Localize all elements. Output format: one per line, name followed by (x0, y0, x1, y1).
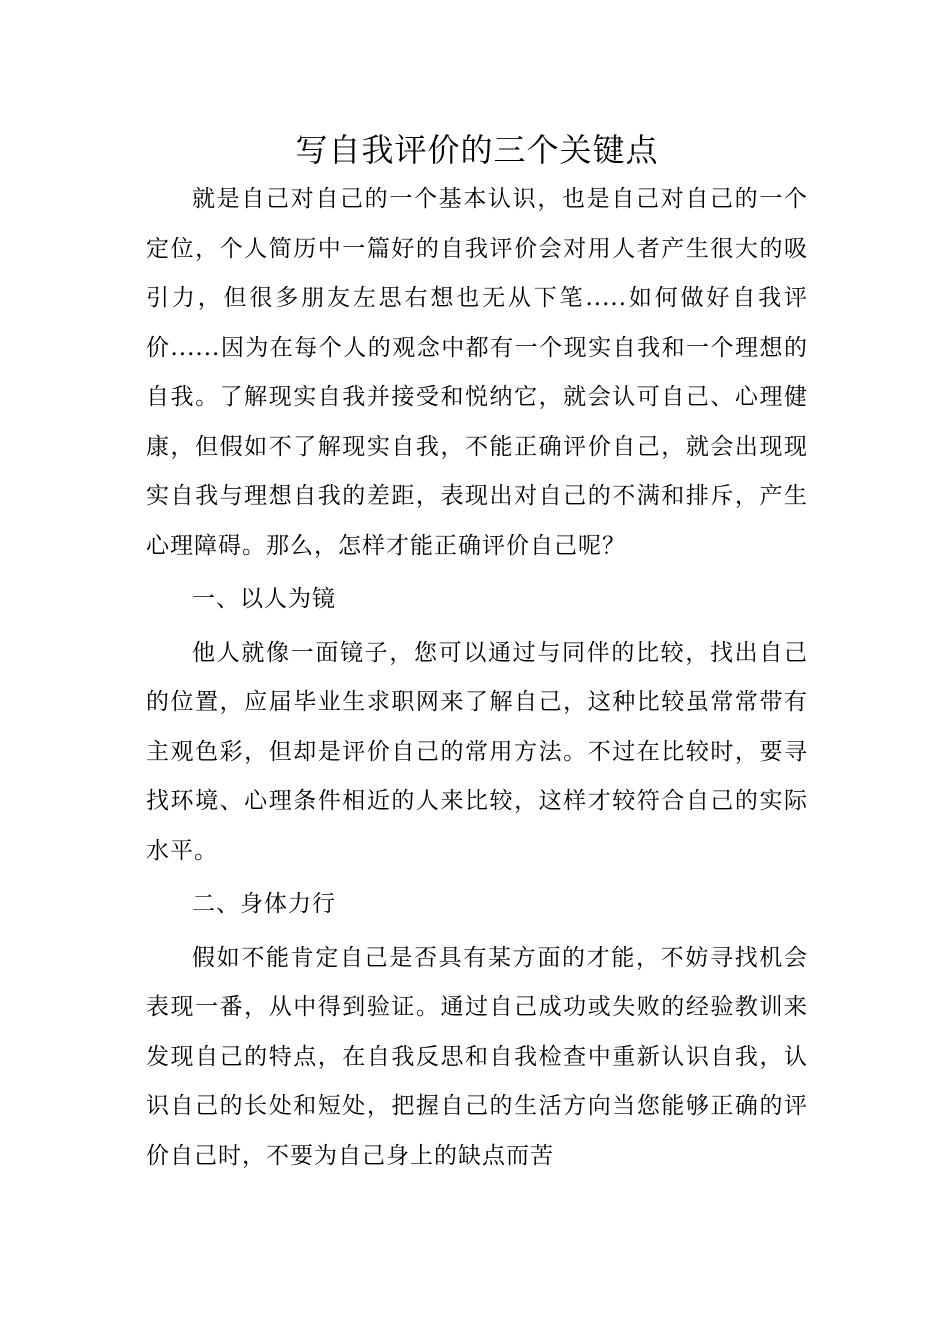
section-body-2: 假如不能肯定自己是否具有某方面的才能，不妨寻找机会表现一番，从中得到验证。通过自己成功或失败的经验教训来发现自己的特点，在自我反思和自我检查中重新认识自我，认识自己的长处和短处，把握自己的生活方向当您能够正确的评价自己时，不要为自己身上的缺点而苦 (146, 944, 808, 1169)
section-heading-1: 一、以人为镜 (192, 586, 336, 612)
section-body-1: 他人就像一面镜子，您可以通过与同伴的比较，找出自己的位置，应届毕业生求职网来了解自己，这种比较虽常常带有主观色彩，但却是评价自己的常用方法。不过在比较时，要寻找环境、心理条件相近的人来比较，这样才较符合自己的实际水平。 (146, 639, 808, 864)
document-body (146, 125, 808, 1181)
section-heading-2: 二、身体力行 (192, 891, 336, 917)
intro-paragraph: 就是自己对自己的一个基本认识，也是自己对自己的一个定位，个人简历中一篇好的自我评价会对用人者产生很大的吸引力，但很多朋友左思右想也无从下笔.....如何做好自我评价......因为在每个人的观念中都有一个现实自我和一个理想的自我。了解现实自我并接受和悦纳它，就会认可自己、心理健康，但假如不了解现实自我，不能正确评价自己，就会出现现实自我与理想自我的差距，表现出对自己的不满和排斥，产生心理障碍。那么，怎样才能正确评价自己呢？ (146, 186, 808, 559)
document-title: 写自我评价的三个关键点 (295, 131, 659, 169)
